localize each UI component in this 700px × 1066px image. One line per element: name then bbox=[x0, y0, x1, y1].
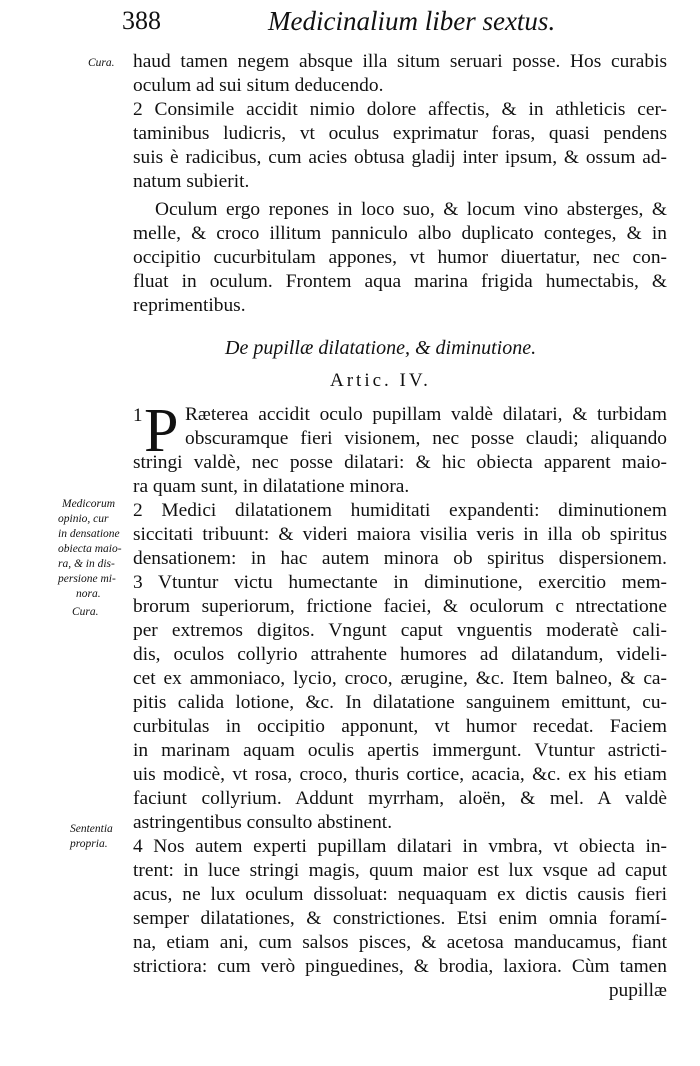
text-line: reprimentibus. bbox=[133, 295, 246, 316]
text-line: stringi valdè, nec posse dilatari: & hic obiecta apparent maio- bbox=[133, 452, 667, 473]
margin-line: nora. bbox=[76, 588, 101, 600]
text-line: acus, ne lux oculum dissoluat: nequaquam ex dictis causis fieri bbox=[133, 884, 667, 905]
text-line: 2 Medici dilatationem humiditati expandenti: diminutionem bbox=[133, 500, 667, 521]
text-line: Oculum ergo repones in loco suo, & locum vino absterges, & bbox=[155, 199, 667, 220]
text-line: oculum ad sui situm deducendo. bbox=[133, 75, 384, 96]
text-line: pitis calida lotione, &c. In dilatatione sanguinem emittunt, cu- bbox=[133, 692, 667, 713]
text-line: Ræterea accidit oculo pupillam valdè dilatari, & turbidam bbox=[185, 404, 667, 425]
text-line: 4 Nos autem experti pupillam dilatari in vmbra, vt obiecta in- bbox=[133, 836, 667, 857]
text-line: cet ex ammoniaco, lycio, croco, ærugine, &c. Item balneo, & ca- bbox=[133, 668, 667, 689]
text-line: faciunt collyrium. Addunt myrrham, aloën, & mel. A valdè bbox=[133, 788, 667, 809]
text-line: densationem: in hac autem minora ob spiritus dispersionem. bbox=[133, 548, 667, 569]
text-line: na, etiam ani, cum salsos pisces, & acetosa manducamus, fiant bbox=[133, 932, 667, 953]
text-line: natum subierit. bbox=[133, 171, 250, 192]
text-line: astringentibus consulto abstinent. bbox=[133, 812, 393, 833]
text-line: obscuramque fieri visionem, nec posse claudi; aliquando bbox=[185, 428, 667, 449]
text-line: uis modicè, vt rosa, croco, thuris cortice, acacia, &c. ex his etiam bbox=[133, 764, 667, 785]
section-title: De pupillæ dilatatione, & diminutione. bbox=[225, 337, 537, 359]
running-title: Medicinalium liber sextus. bbox=[268, 6, 556, 36]
margin-note-cura: Cura. bbox=[88, 57, 115, 69]
margin-line: Sententia bbox=[70, 823, 113, 835]
text-line: fluat in oculum. Frontem aqua marina frigida humectabis, & bbox=[133, 271, 667, 292]
text-line: brorum superiorum, frictione faciei, & oculorum c ntrectatione bbox=[133, 596, 667, 617]
margin-line: ra, & in dis- bbox=[58, 558, 115, 570]
catchword: pupillæ bbox=[608, 980, 667, 1001]
text-line: ra quam sunt, in dilatatione minora. bbox=[133, 476, 410, 497]
margin-note-medicorum bbox=[58, 497, 134, 602]
text-line: 2 Consimile accidit nimio dolore affectis, & in athleticis cer- bbox=[133, 99, 667, 120]
text-line: curbitulas in occipitio apponunt, vt humor recedat. Faciem bbox=[133, 716, 667, 737]
text-line: strictiora: cum verò pinguedines, & brodia, laxiora. Cùm tamen bbox=[133, 956, 667, 977]
text-line: siccitati tribuunt: & videri maiora visilia veris in illa ob spiritus bbox=[133, 524, 667, 545]
drop-cap: P bbox=[144, 397, 179, 465]
text-line: semper dilatationes, & constrictiones. Etsi enim omnia foramí- bbox=[133, 908, 667, 929]
page-number: 388 bbox=[122, 6, 161, 35]
text-line: trent: in luce stringi magis, quum maior est lux vsque ad caput bbox=[133, 860, 667, 881]
text-line: 3 Vtuntur victu humectante in diminutione, exercitio mem- bbox=[133, 572, 667, 593]
margin-line: obiecta maio- bbox=[58, 543, 122, 555]
margin-note-cura-2: Cura. bbox=[72, 606, 99, 618]
text-line: per extremos digitos. Vngunt caput vnguentis moderatè cali- bbox=[133, 620, 667, 641]
text-line: haud tamen negem absque illa situm seruari posse. Hos curabis bbox=[133, 51, 667, 72]
paragraph-number: 1 bbox=[133, 405, 143, 426]
text-line: taminibus ludicris, vt oculus exprimatur foras, quasi pendens bbox=[133, 123, 667, 144]
article-heading: Artic. IV. bbox=[330, 370, 431, 391]
margin-line: propria. bbox=[70, 838, 108, 850]
text-line: in marinam aquam oculis apertis immergunt. Vtuntur astricti- bbox=[133, 740, 667, 761]
margin-line: persione mi- bbox=[58, 573, 116, 585]
text-line: melle, & croco illitum panniculo albo duplicato conteges, & in bbox=[133, 223, 667, 244]
text-line: occipitio cucurbitulam appones, vt humor diuertatur, nec con- bbox=[133, 247, 667, 268]
margin-line: opinio, cur bbox=[58, 513, 109, 525]
margin-line: in densatione bbox=[58, 528, 120, 540]
text-line: dis, oculos collyrio attrahente humores ad dilatandum, videli- bbox=[133, 644, 667, 665]
text-line: suis è radicibus, cum acies obtusa gladij inter ipsum, & ossum ad- bbox=[133, 147, 667, 168]
margin-line: Medicorum bbox=[62, 498, 116, 510]
